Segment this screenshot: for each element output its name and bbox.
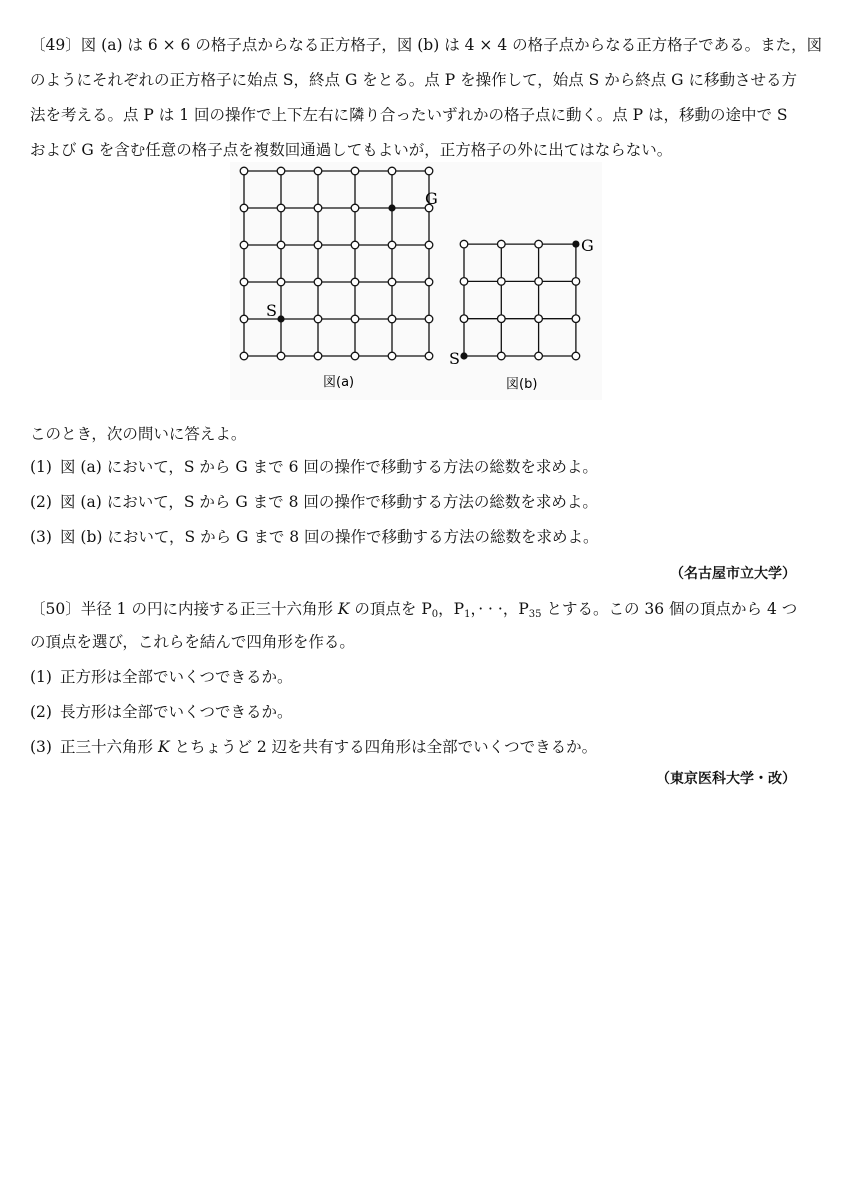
- problem-50-question-3: [30, 732, 597, 762]
- caption-b: 図(b): [506, 377, 538, 392]
- lattice-point: [460, 240, 468, 248]
- lattice-point: [425, 167, 433, 175]
- problem-50-line-1: [30, 594, 797, 624]
- lattice-point: [351, 352, 359, 360]
- problem-49-line-2: のようにそれぞれの正方格子に始点 S，終点 G をとる。点 P を操作して，始点 S から終点 G に移動させる方: [30, 71, 797, 89]
- lattice-point: [460, 315, 468, 323]
- goal-label-b: G: [581, 236, 594, 255]
- text-segment: ，P: [438, 600, 465, 618]
- lattice-point: [572, 352, 580, 360]
- lattice-point: [535, 315, 543, 323]
- lattice-point: [425, 352, 433, 360]
- lattice-point: [388, 278, 396, 286]
- lattice-point: [535, 278, 543, 286]
- subscript: 35: [528, 609, 542, 620]
- lattice-point: [277, 352, 285, 360]
- lattice-point: [351, 204, 359, 212]
- lattice-point: [498, 315, 506, 323]
- problem-49-question-1: [30, 452, 598, 482]
- goal-point: [388, 204, 395, 211]
- lattice-point: [388, 241, 396, 249]
- problem-49-question-3: [30, 522, 599, 552]
- lattice-point: [572, 278, 580, 286]
- text-segment: ，· · ·，P: [470, 600, 529, 618]
- lattice-point: [425, 315, 433, 323]
- question-text: 正三十六角形: [60, 738, 158, 756]
- lattice-point: [277, 278, 285, 286]
- lattice-point: [351, 167, 359, 175]
- question-number: (3): [30, 528, 52, 546]
- text-segment: 〔50〕半径 1 の円に内接する正三十六角形: [30, 600, 338, 618]
- lattice-point: [388, 315, 396, 323]
- question-text: 長方形は全部でいくつできるか。: [60, 703, 293, 721]
- lattice-point: [314, 241, 322, 249]
- problem-49-intro: このとき，次の問いに答えよ。: [30, 425, 247, 443]
- start-label-a: S: [266, 301, 277, 320]
- lattice-point: [314, 315, 322, 323]
- text-segment: の頂点を P: [349, 600, 432, 618]
- grid-b: [460, 240, 580, 360]
- lattice-point: [460, 278, 468, 286]
- grid-a: [240, 167, 433, 360]
- lattice-point: [277, 241, 285, 249]
- lattice-point: [277, 204, 285, 212]
- lattice-point: [351, 241, 359, 249]
- subscript: 1: [464, 609, 471, 620]
- problem-49-line-1: 〔49〕図 (a) は 6 × 6 の格子点からなる正方格子，図 (b) は 4 × 4 の格子点からなる正方格子である。また，図: [30, 36, 823, 54]
- start-point: [277, 315, 284, 322]
- lattice-point: [498, 278, 506, 286]
- question-text: 図 (b) において，S から G まで 8 回の操作で移動する方法の総数を求めよ。: [60, 528, 599, 546]
- goal-point: [572, 241, 579, 248]
- lattice-point: [314, 204, 322, 212]
- lattice-point: [240, 241, 248, 249]
- lattice-point: [240, 315, 248, 323]
- lattice-point: [314, 167, 322, 175]
- lattice-point: [535, 352, 543, 360]
- lattice-point: [498, 352, 506, 360]
- lattice-point: [351, 315, 359, 323]
- lattice-point: [572, 315, 580, 323]
- question-text: とちょうど 2 辺を共有する四角形は全部でいくつできるか。: [169, 738, 598, 756]
- lattice-point: [277, 167, 285, 175]
- start-point: [460, 352, 467, 359]
- goal-label-a: G: [425, 189, 438, 208]
- caption-a: 図(a): [323, 375, 355, 390]
- lattice-point: [388, 167, 396, 175]
- lattice-figure-svg: [230, 162, 602, 400]
- problem-50-line-2: の頂点を選び，これらを結んで四角形を作る。: [30, 633, 355, 651]
- problem-49-line-3: 法を考える。点 P は 1 回の操作で上下左右に隣り合ったいずれかの格子点に動く。点 P は，移動の途中で S: [30, 106, 788, 124]
- lattice-point: [425, 241, 433, 249]
- question-number: (2): [30, 703, 52, 721]
- subscript: 0: [431, 609, 439, 620]
- polygon-symbol: K: [157, 738, 170, 756]
- problem-50-source: （東京医科大学・改）: [656, 771, 796, 787]
- question-number: (1): [30, 458, 52, 476]
- question-text: 正方形は全部でいくつできるか。: [60, 668, 293, 686]
- problem-49-question-2: [30, 487, 598, 517]
- question-number: (1): [30, 668, 52, 686]
- lattice-point: [240, 278, 248, 286]
- question-text: 図 (a) において，S から G まで 6 回の操作で移動する方法の総数を求めよ。: [60, 458, 598, 476]
- lattice-point: [498, 240, 506, 248]
- problem-49-statement: [30, 28, 823, 168]
- problem-50-question-2: [30, 697, 293, 727]
- lattice-point: [240, 352, 248, 360]
- polygon-symbol: K: [337, 600, 350, 618]
- lattice-point: [314, 278, 322, 286]
- lattice-point: [240, 204, 248, 212]
- question-number: (3): [30, 738, 52, 756]
- lattice-point: [240, 167, 248, 175]
- lattice-point: [425, 278, 433, 286]
- question-number: (2): [30, 493, 52, 511]
- problem-49-source: （名古屋市立大学）: [670, 566, 796, 582]
- problem-50-question-1: [30, 662, 293, 692]
- lattice-figure: [230, 162, 602, 400]
- problem-49-line-4: および G を含む任意の格子点を複数回通過してもよいが，正方格子の外に出てはならない。: [30, 141, 673, 159]
- lattice-point: [314, 352, 322, 360]
- lattice-point: [351, 278, 359, 286]
- start-label-b: S: [449, 349, 460, 368]
- lattice-point: [535, 240, 543, 248]
- question-text: 図 (a) において，S から G まで 8 回の操作で移動する方法の総数を求めよ。: [60, 493, 598, 511]
- text-segment: とする。この 36 個の頂点から 4 つ: [541, 600, 798, 618]
- lattice-point: [388, 352, 396, 360]
